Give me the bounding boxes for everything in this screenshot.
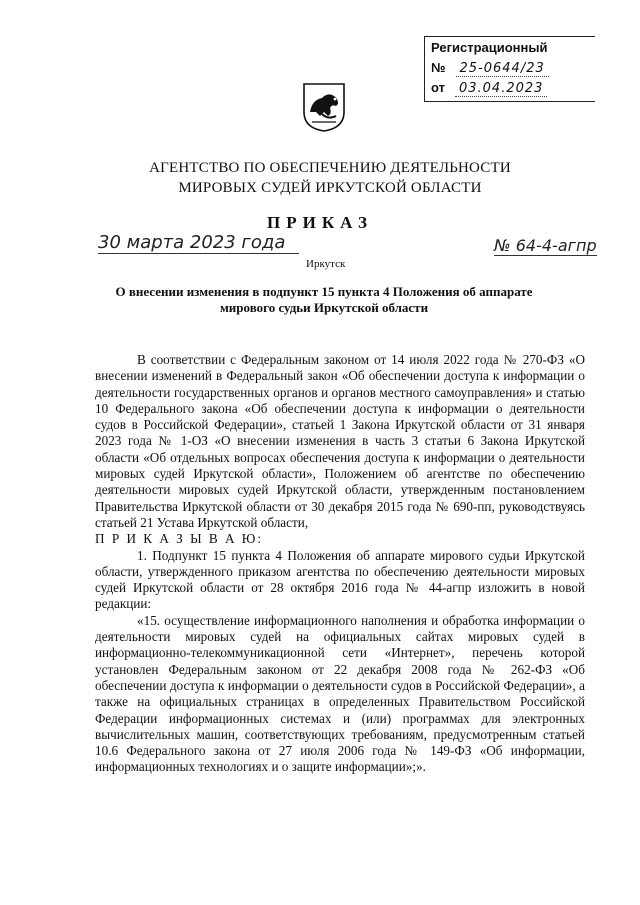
document-body	[95, 352, 585, 776]
stamp-date: 03.04.2023	[455, 81, 547, 97]
handwritten-date: 30 марта 2023 года	[98, 232, 299, 254]
document-subject	[100, 284, 548, 316]
subject-line-2: мирового судьи Иркутской области	[219, 300, 429, 315]
stamp-label: Регистрационный	[431, 40, 548, 55]
coat-of-arms-emblem	[302, 82, 346, 132]
stamp-number: 25-0644/23	[456, 61, 549, 77]
agency-line-2: МИРОВЫХ СУДЕЙ ИРКУТСКОЙ ОБЛАСТИ	[178, 180, 482, 196]
order-word: П Р И К А З Ы В А Ю:	[95, 531, 264, 547]
subject-line-1: О внесении изменения в подпункт 15 пункта 4 Положения об аппарате	[115, 284, 533, 299]
preamble-paragraph: В соответствии с Федеральным законом от 14 июля 2022 года № 270-ФЗ «О внесении изменений в Федеральный закон «Об обеспечении доступа к информации о деятельности государственных органов и органов местного самоуправления» и статью 10 Федерального закона «Об обеспечении доступа к информации о деятельности судов в Российской Федерации», статьей 1 Закона Иркутской области от 31 января 2023 года № 1-ОЗ «О внесении изменения в часть 3 статьи 6 Закона Иркутской области «Об отдельных вопросах обеспечения доступа к информации о деятельности мировых судей Иркутской области», Положением об агентстве по обеспечению деятельности мировых судей Иркутской области, утвержденным постановлением Правительства Иркутской области от 30 декабря 2015 года № 690-пп, руководствуясь статьей 21 Устава Иркутской области,	[95, 352, 585, 530]
item-1-paragraph: 1. Подпункт 15 пункта 4 Положения об аппарате мирового судьи Иркутской области, утвержденного приказом агентства по обеспечению деятельности мировых судей Иркутской области от 28 октября 2016 года № 44-агпр изложить в новой редакции:	[95, 547, 585, 612]
stamp-number-row	[431, 60, 549, 76]
item-1-new-text: «15. осуществление информационного наполнения и обработка информации о деятельности мировых судей на официальных сайтах мировых судей в информационно-телекоммуникационной сети «Интернет», перечень которой установлен Федеральным законом от 22 декабря 2008 года № 262-ФЗ «Об обеспечении доступа к информации о деятельности судов в Российской Федерации», а также на официальных страницах в определенных Правительством Российской Федерации информационных системах и (или) программах для электронных вычислительных машин, соответствующих требованиям, предусмотренным статьей 10.6 Федерального закона от 27 июля 2006 года № 149-ФЗ «Об информации, информационных технологиях и о защите информации»;».	[95, 612, 585, 775]
agency-line-1: АГЕНТСТВО ПО ОБЕСПЕЧЕНИЮ ДЕЯТЕЛЬНОСТИ	[149, 160, 511, 176]
handwritten-number: № 64-4-агпр	[494, 236, 597, 255]
stamp-date-row	[431, 80, 547, 96]
stamp-date-prefix: от	[431, 80, 445, 95]
agency-name	[60, 158, 600, 198]
city: Иркутск	[306, 258, 346, 270]
stamp-number-prefix: №	[431, 60, 446, 75]
document-type: ПРИКАЗ	[267, 213, 373, 232]
registration-stamp	[424, 36, 595, 102]
